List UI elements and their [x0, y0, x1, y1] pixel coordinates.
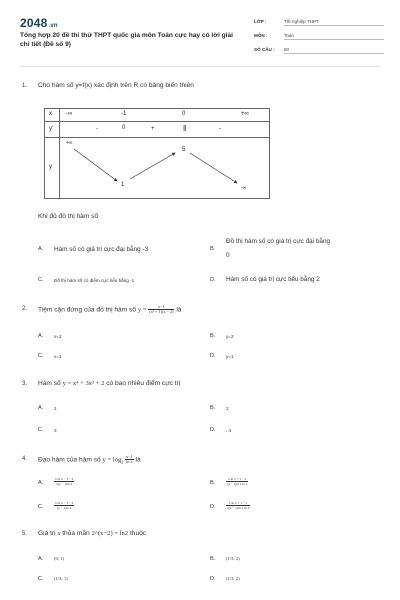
option-d-formula[interactable]	[226, 501, 250, 510]
fraction-denominator: ln x	[126, 459, 133, 464]
question-text-row	[38, 530, 146, 537]
question-text: Tiệm cận đứng của đồ thị hàm số	[38, 306, 136, 314]
question-text-end: là	[135, 456, 141, 464]
option-b-letter: B.	[210, 405, 216, 411]
table-sign: 0	[122, 125, 126, 131]
question-text-end: có bao nhiêu điểm cực trị	[106, 380, 181, 387]
option-c-text[interactable]: 3	[54, 428, 57, 433]
formula: 2^(x−2) = ln2	[91, 530, 129, 537]
option-c-letter: C.	[38, 427, 44, 433]
table-y-value: +∞	[66, 140, 73, 146]
option-d-letter: D.	[210, 504, 216, 510]
variable: x	[57, 530, 61, 537]
fraction-numerator: x ln x − 1 − x	[55, 501, 74, 505]
table-x-value: +∞	[241, 111, 249, 117]
option-c-letter: C.	[38, 277, 44, 283]
question-text-row	[38, 380, 180, 387]
question-number: 1.	[22, 83, 28, 89]
logo-text: 2048	[20, 16, 48, 30]
option-a-formula[interactable]	[54, 477, 74, 486]
option-b-letter: B.	[210, 246, 216, 252]
question-text-row	[38, 455, 141, 465]
option-c-text[interactable]: (1/3; 1)	[54, 576, 68, 581]
question-text-row	[38, 305, 181, 314]
option-d-text[interactable]: . 4	[226, 428, 232, 433]
log-base: 2	[121, 459, 124, 465]
question-text-mid: thỏa mãn	[62, 530, 90, 537]
fraction-numerator: x−1	[126, 454, 133, 459]
table-y-value: -∞	[241, 185, 247, 191]
site-logo[interactable]	[20, 16, 58, 30]
option-d-letter: D.	[210, 277, 216, 283]
fraction-denominator: (x² + 1)(x − 2)	[149, 309, 174, 314]
option-a-text[interactable]: x=2	[54, 334, 62, 339]
fraction-denominator: (x − 1)ln 2	[56, 506, 72, 510]
question-number: 4.	[22, 456, 28, 462]
table-x-value: -1	[121, 111, 127, 117]
question-text-end: là	[176, 306, 182, 314]
table-x-value: 0	[182, 111, 186, 117]
fraction-denominator: x(x − 1)ln x ln 2	[227, 506, 250, 510]
option-c-letter: C.	[38, 353, 44, 359]
formula-fraction	[148, 305, 174, 314]
option-d-text[interactable]: y=1	[226, 354, 234, 359]
subject-label: MÔN :	[254, 33, 268, 38]
decrease-arrow	[74, 149, 117, 181]
table-y-value: 1	[121, 182, 125, 188]
question-count-label: SỐ CÂU :	[254, 47, 275, 52]
question-count-value: 50	[284, 47, 384, 54]
table-yprime-label: y'	[49, 126, 54, 132]
option-b-text[interactable]: y=2	[226, 334, 234, 339]
question-text: Hàm số	[38, 380, 61, 387]
table-sign: -	[219, 126, 221, 132]
option-b-formula[interactable]	[226, 477, 248, 486]
option-a-text[interactable]: 1	[54, 406, 57, 411]
option-a-text[interactable]: (0; 1)	[54, 556, 65, 561]
option-a-letter: A.	[38, 480, 44, 486]
option-b-text[interactable]: 2	[226, 406, 229, 411]
fraction-denominator: (x − 1)ln x ln 2	[227, 482, 248, 486]
option-b-text-continued[interactable]: 0	[226, 252, 230, 259]
question-number: 2.	[22, 306, 28, 312]
option-b-text[interactable]: Đồ thị hàm số có giá trị cực đại bằng	[226, 238, 331, 245]
option-a-text[interactable]: Hàm số có giá trị cực đại bằng -3	[54, 246, 149, 253]
table-y-value: 5	[182, 147, 186, 153]
table-y-label: y	[49, 164, 52, 170]
formula-prefix: y = log	[102, 456, 122, 464]
increase-arrow	[130, 153, 175, 179]
question-text: Giá trị	[38, 530, 56, 537]
option-d-text[interactable]: (1/3; 2)	[226, 576, 240, 581]
option-c-text[interactable]: Đồ thị hàm số có điểm cực tiểu bằng -1	[54, 278, 135, 283]
option-b-letter: B.	[210, 333, 216, 339]
option-d-letter: D.	[210, 576, 216, 582]
table-x-value: -∞	[66, 111, 73, 117]
option-c-letter: C.	[38, 504, 44, 510]
decrease-arrow	[190, 153, 237, 183]
table-sign: -	[96, 126, 98, 132]
question-text: Đạo hàm của hàm số	[38, 456, 101, 464]
question-text-end: thuộc	[129, 530, 147, 537]
option-d-letter: D.	[210, 427, 216, 433]
option-b-letter: B.	[210, 556, 216, 562]
fraction-numerator: x ln x − 1 − x	[55, 477, 74, 481]
option-c-letter: C.	[38, 576, 44, 582]
grade-value: Tốt nghiệp THPT	[284, 19, 384, 26]
option-a-letter: A.	[38, 556, 44, 562]
option-b-text[interactable]: (1/3; 2)	[226, 556, 240, 561]
table-sign: +	[151, 126, 155, 132]
question-text: Cho hàm số y=f(x) xác định trên R có bảng biến thiên	[38, 82, 194, 89]
fraction-denominator: x(x − 1)ln 2	[56, 482, 73, 486]
option-a-letter: A.	[38, 405, 44, 411]
option-d-text[interactable]: Hàm số có giá trị cực tiểu bằng 2	[226, 276, 320, 283]
option-a-letter: A.	[38, 246, 44, 252]
option-c-formula[interactable]	[54, 501, 74, 510]
question-number: 5.	[22, 531, 28, 537]
fraction-numerator: x ln x + 1 − x	[226, 501, 250, 506]
table-x-label: x	[49, 111, 52, 117]
fraction-numerator: x ln x + 1 − x	[226, 477, 248, 482]
question-number: 3.	[22, 381, 28, 387]
formula: y = x⁴ + 3x³ + 2	[62, 380, 105, 387]
logo-suffix: .vn	[48, 23, 58, 29]
formula-prefix: y =	[137, 306, 147, 314]
formula-fraction	[125, 455, 134, 464]
document-title: Tổng hợp 20 đề thi thử THPT quốc gia môn Toán cực hay có lời giải chi tiết (Đề số 9)	[20, 32, 233, 48]
header-divider	[20, 66, 380, 67]
variation-arrows	[45, 109, 269, 198]
subject-value: Toán	[284, 33, 384, 40]
grade-label: LỚP :	[254, 19, 267, 24]
question-continuation: Khi đó đồ thị hàm số	[38, 213, 99, 220]
variation-table	[44, 108, 270, 199]
option-d-letter: D.	[210, 353, 216, 359]
option-c-text[interactable]: x=1	[54, 354, 62, 359]
option-b-letter: B.	[210, 480, 216, 486]
table-sign: ‖	[183, 124, 187, 133]
option-a-letter: A.	[38, 333, 44, 339]
fraction-numerator: x−1	[148, 305, 174, 310]
